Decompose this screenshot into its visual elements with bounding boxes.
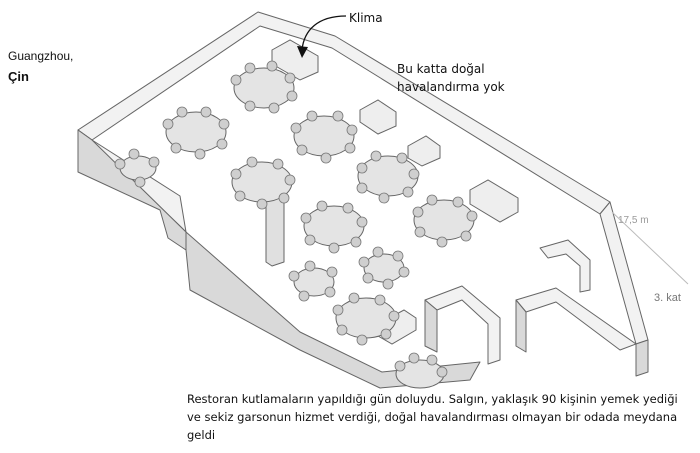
sideboard-1 [360, 100, 396, 134]
dining-table [234, 68, 294, 108]
stair-wall [540, 240, 590, 292]
column [266, 196, 284, 266]
city-label: Guangzhou, [8, 49, 74, 63]
wall-right-face [636, 340, 648, 376]
floor-label: 3. kat [654, 292, 681, 304]
ac-label: Klima [349, 11, 383, 25]
country-label: Çin [8, 69, 29, 84]
ventilation-note: Bu katta doğal havalandırma yok [397, 62, 505, 94]
length-dimension-label: 17,5 m [618, 215, 649, 226]
caption-text: Restoran kutlamaların yapıldığı gün doluydu. Salgın, yaklaşık 90 kişinin yemek yediği ve sekiz garsonun hizmet verdiği, doğal havalandırması olmayan bir odada meydana geldi [187, 392, 678, 442]
corridor-wall [516, 288, 636, 350]
sideboard-2 [408, 136, 440, 166]
